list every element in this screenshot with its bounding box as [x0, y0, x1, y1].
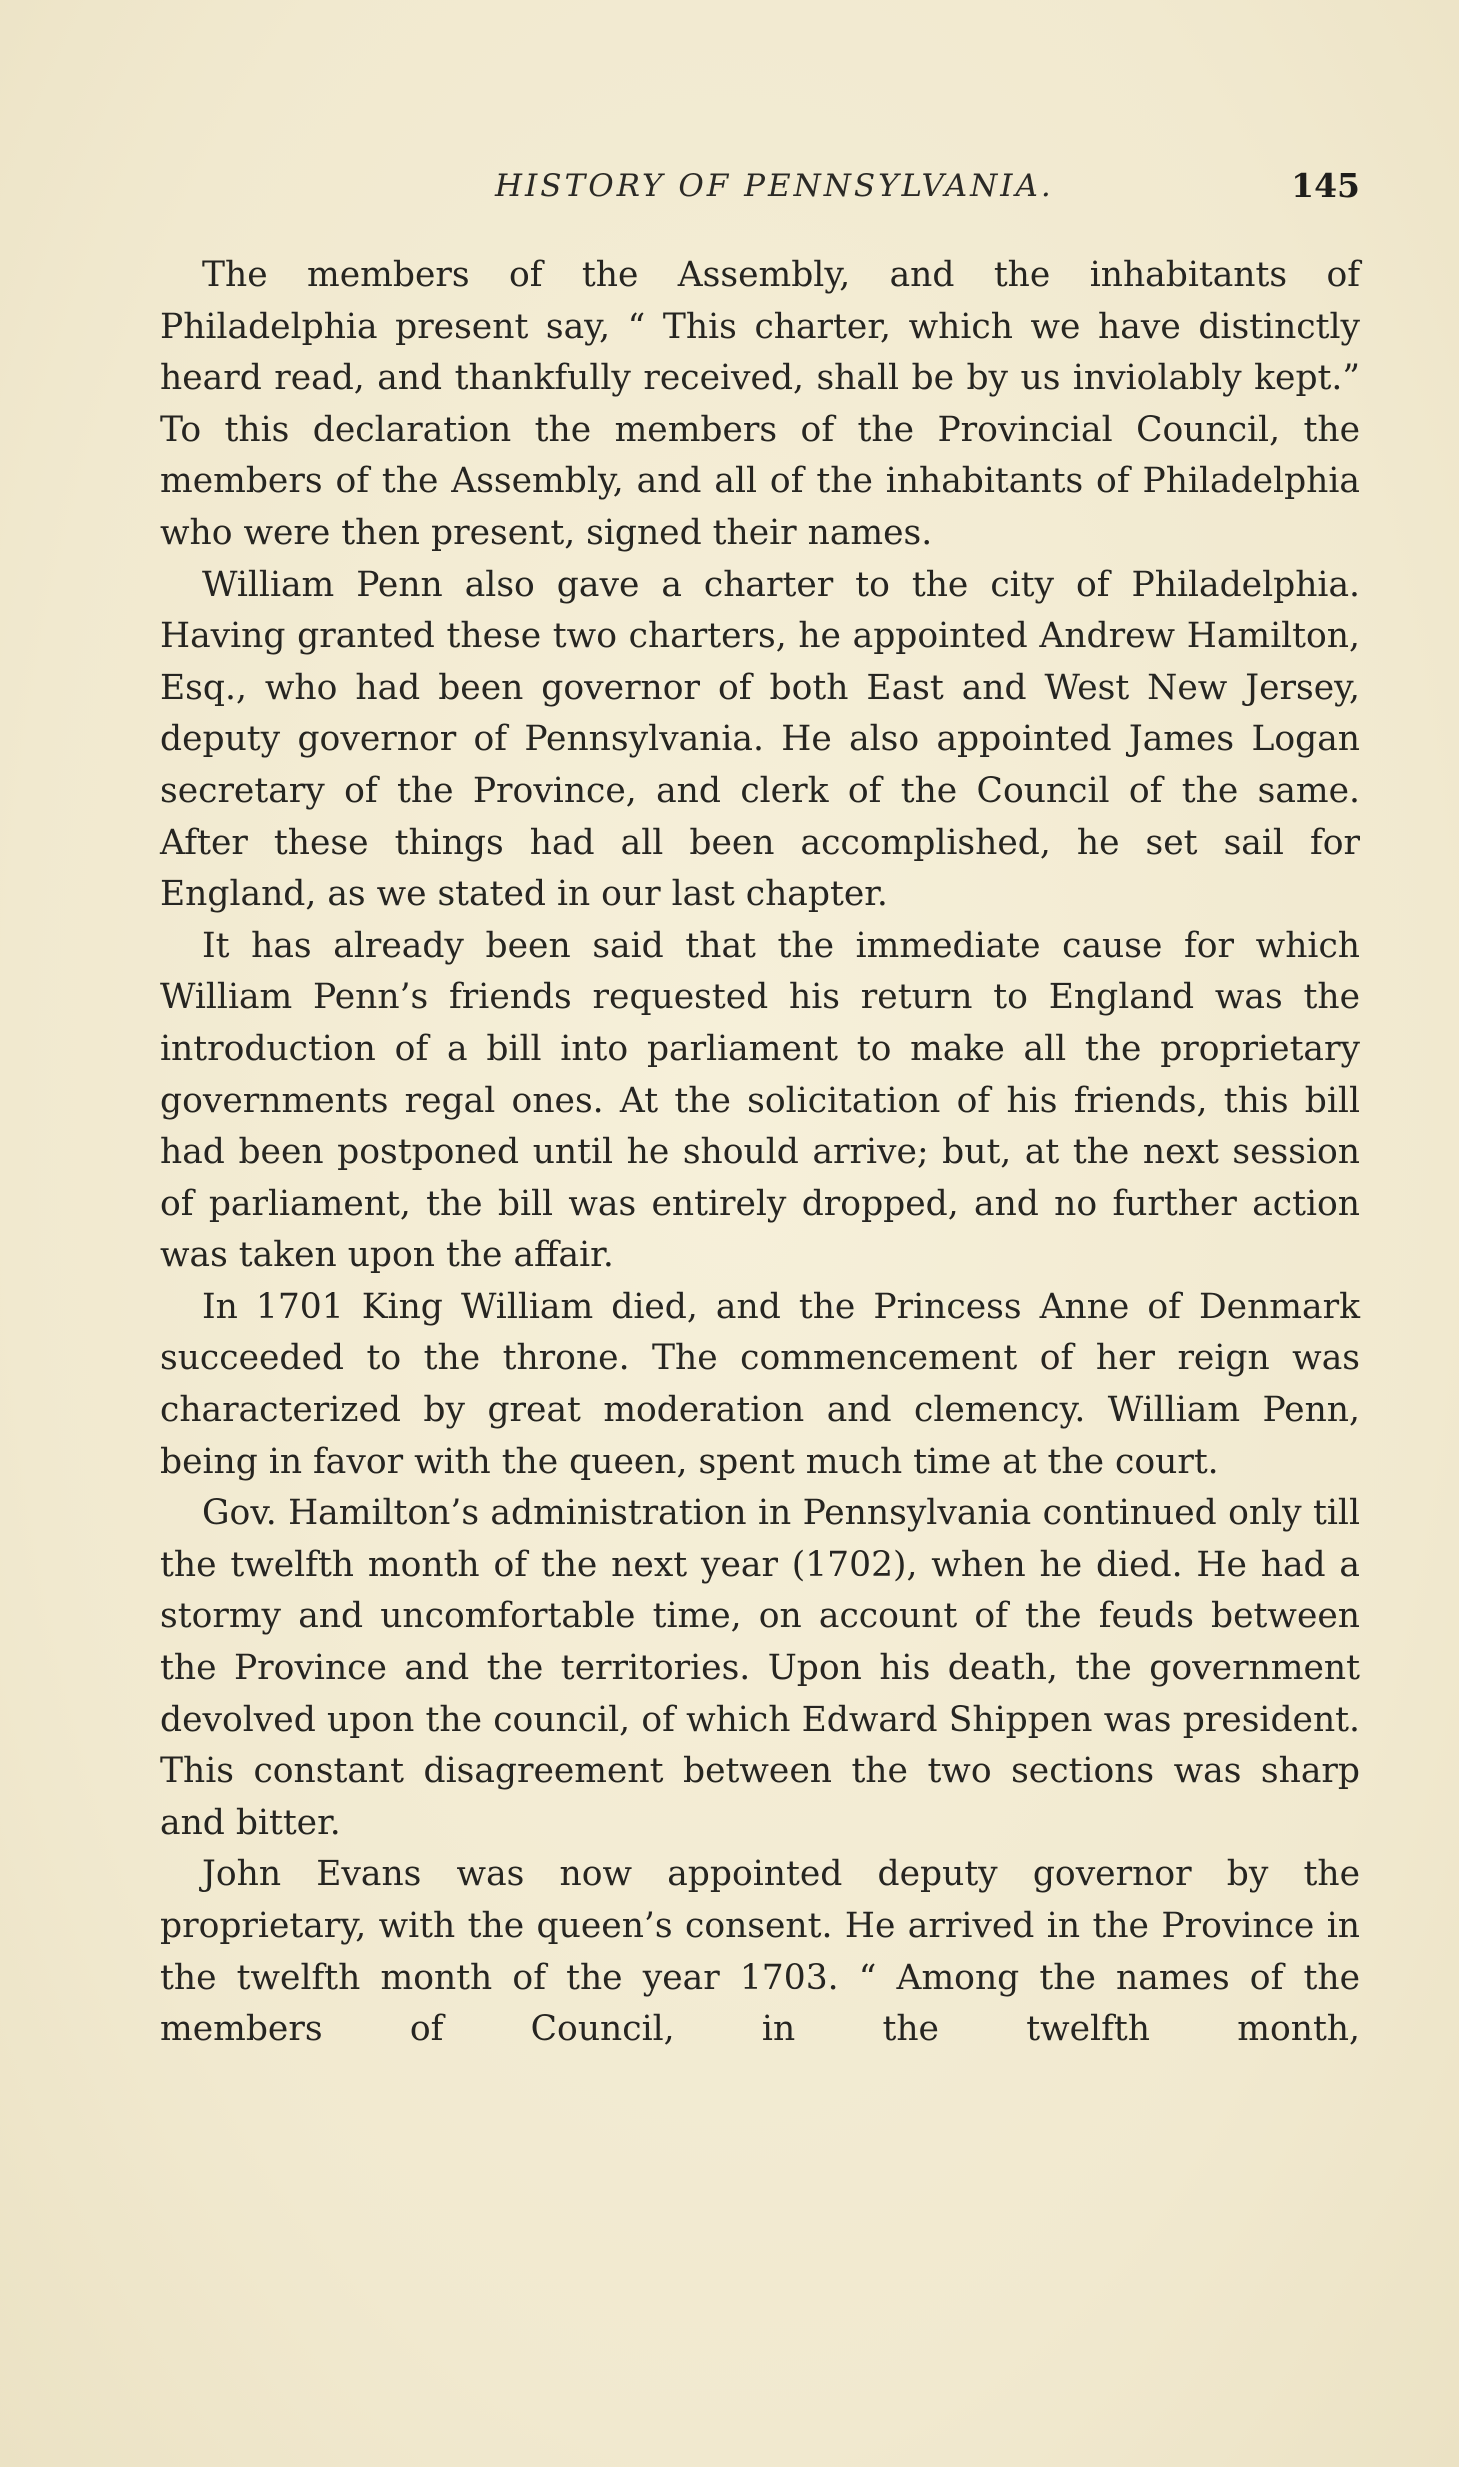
running-title: HISTORY OF PENNSYLVANIA. [495, 168, 1054, 204]
paragraph-parliament-bill: It has already been said that the immediate cause for which William Penn’s friends requested his return to England was the introduction of a bill into parliament to make all the proprietary governments regal ones. At the solicitation of his friends, this bill had been postponed until he should arrive; but, at the next session of parliament, the bill was entirely dropped, and no further action was taken upon the affair. [160, 925, 1360, 1276]
body-text [160, 250, 1360, 2056]
paragraph-assembly-declaration: The members of the Assembly, and the inhabitants of Philadelphia present say, “ This charter, which we have distinctly heard read, and thankfully received, shall be by us inviolably kept.” To this declaration the members of the Provincial Council, the members of the Assembly, and all of the inhabitants of Philadelphia who were then present, signed their names. [160, 255, 1360, 553]
paragraph-queen-anne: In 1701 King William died, and the Princess Anne of Denmark succeeded to the throne. The commencement of her reign was characterized by great moderation and clemency. William Penn, being in favor with the queen, spent much time at the court. [160, 1286, 1360, 1482]
paragraph-hamilton-administration: Gov. Hamilton’s administration in Pennsylvania continued only till the twelfth month of the next year (1702), when he died. He had a stormy and uncomfortable time, on account of the feuds between the Province and the territories. Upon his death, the government devolved upon the council, of which Edward Shippen was president. This constant disagreement between the two sections was sharp and bitter. [160, 1493, 1360, 1843]
paragraph-john-evans: John Evans was now appointed deputy governor by the proprietary, with the queen’s consent. He arrived in the Province in the twelfth month of the year 1703. “ Among the names of the members of Council, in the twelfth month, [160, 1854, 1360, 2050]
page-number: 145 [1291, 166, 1360, 205]
paragraph-city-charter: William Penn also gave a charter to the city of Philadelphia. Having granted these two charters, he appointed Andrew Hamilton, Esq., who had been governor of both East and West New Jersey, deputy governor of Pennsylvania. He also appointed James Logan secretary of the Province, and clerk of the Council of the same. After these things had all been accomplished, he set sail for England, as we stated in our last chapter. [160, 564, 1360, 915]
running-head [160, 168, 1360, 218]
